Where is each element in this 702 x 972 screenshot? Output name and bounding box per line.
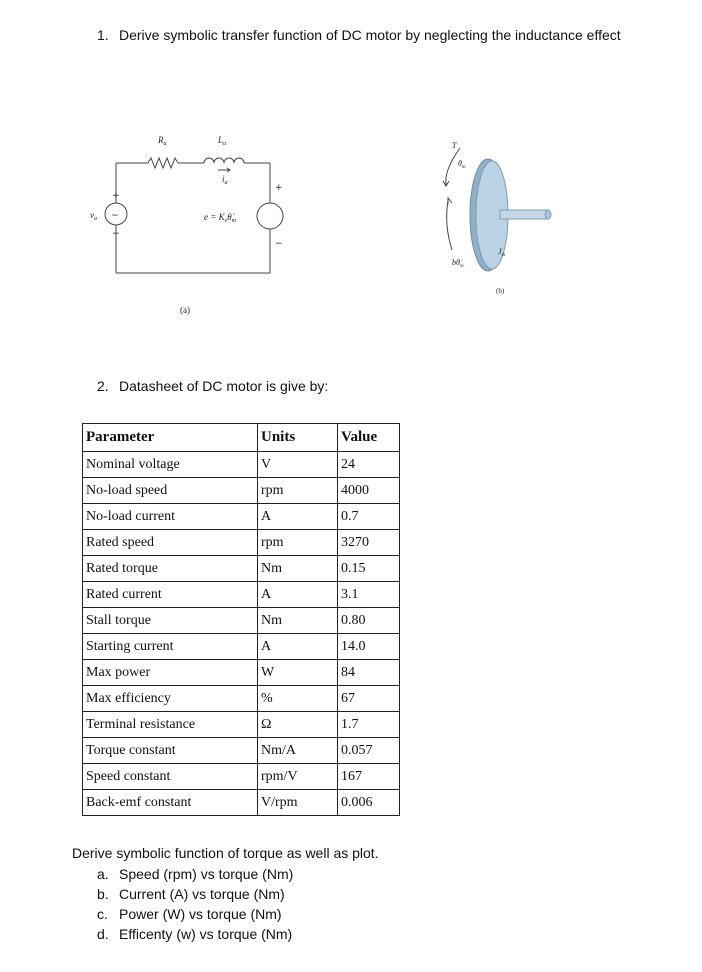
table-row bbox=[83, 478, 400, 504]
list-item bbox=[97, 884, 293, 904]
label-theta: $\theta_m$ bbox=[458, 159, 466, 170]
datasheet-table bbox=[82, 423, 400, 816]
cell-value: 14.0 bbox=[338, 634, 400, 660]
cell-units: Ω bbox=[258, 712, 338, 738]
cell-parameter: Rated current bbox=[83, 582, 258, 608]
cell-parameter: Rated speed bbox=[83, 530, 258, 556]
figure-b-caption: (b) bbox=[496, 287, 505, 295]
cell-value: 0.80 bbox=[338, 608, 400, 634]
question-1-text: Derive symbolic transfer function of DC motor by neglecting the inductance effect bbox=[119, 27, 621, 43]
cell-value: 4000 bbox=[338, 478, 400, 504]
table-row bbox=[83, 530, 400, 556]
cell-value: 0.15 bbox=[338, 556, 400, 582]
motor-emf bbox=[257, 203, 283, 229]
cell-units: A bbox=[258, 634, 338, 660]
cell-parameter: Starting current bbox=[83, 634, 258, 660]
cell-value: 3.1 bbox=[338, 582, 400, 608]
list-item bbox=[97, 924, 293, 944]
task-letter: a. bbox=[97, 866, 109, 882]
label-damping: $b\thetȧ_m$ bbox=[452, 258, 464, 269]
motor-plus: + bbox=[275, 183, 283, 193]
table-row bbox=[83, 738, 400, 764]
cell-units: V/rpm bbox=[258, 790, 338, 816]
table-row bbox=[83, 660, 400, 686]
task-letter: d. bbox=[97, 926, 109, 942]
cell-units: Nm bbox=[258, 556, 338, 582]
table-row bbox=[83, 764, 400, 790]
motor-minus: − bbox=[275, 239, 283, 249]
cell-value: 0.057 bbox=[338, 738, 400, 764]
instruction-text: Derive symbolic function of torque as well as plot. bbox=[72, 845, 379, 861]
task-text: Efficenty (w) vs torque (Nm) bbox=[119, 926, 293, 942]
cell-value: 0.006 bbox=[338, 790, 400, 816]
table-row bbox=[83, 504, 400, 530]
cell-units: rpm bbox=[258, 478, 338, 504]
label-emf: $e = K_e\thetȧ_m$ bbox=[204, 212, 237, 224]
label-va: $v_a$ bbox=[90, 210, 97, 222]
inductor-la bbox=[204, 158, 244, 163]
cell-parameter: Terminal resistance bbox=[83, 712, 258, 738]
figure-a-caption: (a) bbox=[180, 305, 190, 315]
cell-parameter: No-load speed bbox=[83, 478, 258, 504]
list-item bbox=[97, 864, 293, 884]
cell-parameter: Max efficiency bbox=[83, 686, 258, 712]
table-row bbox=[83, 790, 400, 816]
label-inertia: $J_m$ bbox=[498, 247, 506, 258]
cell-units: rpm/V bbox=[258, 764, 338, 790]
task-text: Current (A) vs torque (Nm) bbox=[119, 886, 285, 902]
cell-value: 0.7 bbox=[338, 504, 400, 530]
cell-units: W bbox=[258, 660, 338, 686]
task-letter: c. bbox=[97, 906, 108, 922]
table-header-row bbox=[83, 424, 400, 452]
question-2 bbox=[97, 378, 328, 394]
cell-units: A bbox=[258, 504, 338, 530]
task-list bbox=[97, 864, 293, 944]
cell-parameter: Rated torque bbox=[83, 556, 258, 582]
cell-value: 67 bbox=[338, 686, 400, 712]
cell-parameter: Speed constant bbox=[83, 764, 258, 790]
label-torque: T bbox=[452, 141, 457, 150]
circuit-diagram bbox=[80, 128, 300, 323]
header-units: Units bbox=[258, 424, 338, 452]
task-text: Power (W) vs torque (Nm) bbox=[119, 906, 282, 922]
label-ia: $i_a$ bbox=[222, 174, 228, 186]
rotor-shaft bbox=[500, 210, 548, 219]
rotor-diagram bbox=[430, 130, 560, 300]
cell-value: 84 bbox=[338, 660, 400, 686]
task-text: Speed (rpm) vs torque (Nm) bbox=[119, 866, 294, 882]
cell-units: A bbox=[258, 582, 338, 608]
cell-parameter: No-load current bbox=[83, 504, 258, 530]
table-row bbox=[83, 452, 400, 478]
cell-value: 167 bbox=[338, 764, 400, 790]
table-row bbox=[83, 582, 400, 608]
cell-parameter: Max power bbox=[83, 660, 258, 686]
cell-units: rpm bbox=[258, 530, 338, 556]
cell-units: Nm/A bbox=[258, 738, 338, 764]
cell-value: 1.7 bbox=[338, 712, 400, 738]
table-row bbox=[83, 712, 400, 738]
task-letter: b. bbox=[97, 886, 109, 902]
question-1-number: 1. bbox=[97, 27, 109, 43]
cell-units: V bbox=[258, 452, 338, 478]
list-item bbox=[97, 904, 293, 924]
cell-parameter: Back-emf constant bbox=[83, 790, 258, 816]
table-row bbox=[83, 556, 400, 582]
cell-value: 3270 bbox=[338, 530, 400, 556]
label-ra: $R_a$ bbox=[158, 135, 167, 147]
cell-parameter: Torque constant bbox=[83, 738, 258, 764]
resistor-ra bbox=[148, 158, 178, 168]
question-2-number: 2. bbox=[97, 378, 109, 394]
question-2-text: Datasheet of DC motor is give by: bbox=[119, 378, 329, 394]
source-symbol: ~ bbox=[111, 211, 119, 221]
header-parameter: Parameter bbox=[83, 424, 258, 452]
table-row bbox=[83, 608, 400, 634]
cell-units: Nm bbox=[258, 608, 338, 634]
label-la: $L_a$ bbox=[218, 135, 227, 147]
source-minus: − bbox=[112, 229, 120, 239]
table-row bbox=[83, 686, 400, 712]
header-value: Value bbox=[338, 424, 400, 452]
cell-units: % bbox=[258, 686, 338, 712]
cell-parameter: Stall torque bbox=[83, 608, 258, 634]
question-1 bbox=[97, 27, 621, 43]
cell-parameter: Nominal voltage bbox=[83, 452, 258, 478]
source-plus: + bbox=[112, 191, 120, 201]
table-row bbox=[83, 634, 400, 660]
cell-value: 24 bbox=[338, 452, 400, 478]
